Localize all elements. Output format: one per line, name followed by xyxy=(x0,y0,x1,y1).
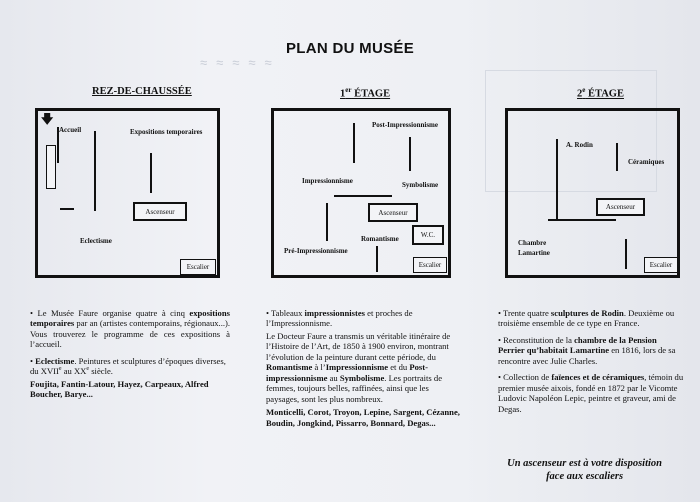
wall xyxy=(409,137,411,171)
wall xyxy=(94,131,96,211)
wall xyxy=(57,127,59,163)
paragraph-lamartine: • Reconstitution de la chambre de la Pension Perrier qu’habitait Lamartine en 1816, lors de sa rencontre avec Julie Charles. xyxy=(498,335,684,366)
artists-ground: Foujita, Fantin-Latour, Hayez, Carpeaux, Alfred Boucher, Barye... xyxy=(30,378,209,400)
floor-title-ground: REZ-DE-CHAUSSÉE xyxy=(92,86,192,97)
paragraph-impressionnistes: • Tableaux impressionnistes et proches de l’Impressionnisme. xyxy=(266,308,464,329)
arrow-down-icon: 🡇 xyxy=(41,112,54,126)
column-first-floor xyxy=(266,308,464,434)
plan-first-floor xyxy=(271,108,451,278)
floor-title-first: 1er ÉTAGE xyxy=(340,86,391,100)
room-pre-impressionnisme: Pré-Impressionnisme xyxy=(284,247,348,255)
wc-box: W.C. xyxy=(412,225,444,245)
plan-second-floor xyxy=(505,108,680,278)
room-chambre-lamartine: Chambre Lamartine xyxy=(518,239,550,257)
paragraph-expositions: • Le Musée Faure organise quatre à cinq expositions temporaires par an (artistes contemporains, régionaux...). Vous trouverez le programme de ces expositions à l’accueil. xyxy=(30,308,230,350)
column-second-floor xyxy=(498,308,684,420)
paragraph-ceramiques: • Collection de faïences et de céramiques, témoin du premier musée aixois, fondé en 1872 par le Vicomte Ludovic Napoléon Lepic, peintre et graveur, ami de Degas. xyxy=(498,372,684,414)
column-ground-floor xyxy=(30,308,230,406)
page-title: PLAN DU MUSÉE xyxy=(285,40,415,57)
room-expositions: Expositions temporaires xyxy=(130,128,203,136)
wall xyxy=(60,208,74,210)
wall xyxy=(353,123,355,163)
room-impressionnisme: Impressionnisme xyxy=(302,177,353,185)
elevator-box: Ascenseur xyxy=(368,203,418,222)
stairs-box: Escalier xyxy=(413,257,447,273)
paragraph-itineraire: Le Docteur Faure a transmis un véritable itinéraire de l’Histoire de l’Art, de 1850 à 1900 environ, montrant l’évolution de la peinture durant cette période, du Romantisme à l’Impressionnisme et du Post-impressionnisme au Symbolisme. Les portraits de femmes, toujours belles, raffinées, ainsi que les paysages, sont les plus nombreux. xyxy=(266,330,451,404)
wall xyxy=(625,239,627,269)
stairs-box: Escalier xyxy=(644,257,678,273)
paragraph-rodin: • Trente quatre sculptures de Rodin. Deuxième ou troisième ensemble de ce type en France. xyxy=(498,308,684,329)
artists-first: Monticelli, Corot, Troyon, Lepine, Sargent, Cézanne, Boudin, Jongkind, Pissarro, Bonnard, Degas... xyxy=(266,407,460,428)
wall xyxy=(334,195,392,197)
elevator-note: Un ascenseur est à votre disposition face aux escaliers xyxy=(507,458,662,483)
room-ceramiques: Céramiques xyxy=(628,158,665,166)
room-eclectisme: Eclectisme xyxy=(80,237,112,245)
wall xyxy=(150,153,152,193)
counter-desk xyxy=(46,145,56,189)
paragraph-eclectisme: • Eclectisme. Peintures et sculptures d’époques diverses, du XVIIe au XXe siècle. xyxy=(30,356,230,377)
wall xyxy=(556,139,558,221)
floor-title-second: 2e ÉTAGE xyxy=(577,86,624,100)
wall xyxy=(616,143,618,171)
wall xyxy=(548,219,616,221)
elevator-box: Ascenseur xyxy=(133,202,187,221)
room-post-impressionnisme: Post-Impressionnisme xyxy=(372,121,438,129)
room-symbolisme: Symbolisme xyxy=(402,181,439,189)
room-romantisme: Romantisme xyxy=(361,235,399,243)
plan-ground-floor xyxy=(35,108,220,278)
room-accueil: Accueil xyxy=(59,126,82,134)
stairs-box: Escalier xyxy=(180,259,216,275)
room-rodin: A. Rodin xyxy=(566,141,593,149)
wall xyxy=(326,203,328,241)
showthrough-watermark: ≈≈≈≈≈ xyxy=(200,55,281,70)
elevator-box: Ascenseur xyxy=(596,198,645,216)
wall xyxy=(376,246,378,272)
